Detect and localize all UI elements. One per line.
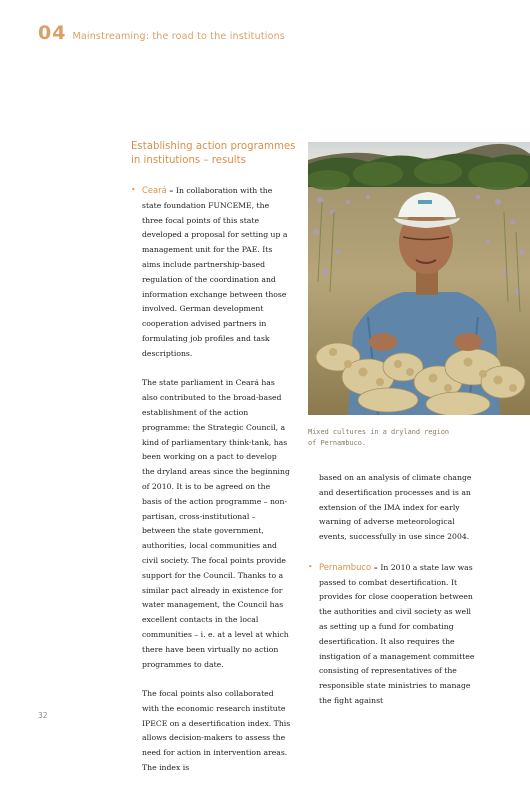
term-ceara: Ceará — [142, 185, 167, 195]
term-dash: – — [166, 186, 176, 195]
section-heading-line-1: Establishing action programmes — [131, 141, 296, 152]
left-text-column — [131, 183, 291, 791]
paragraph-text: In collaboration with the state foundation FUNCEME, the three focal points of this state developed a proposal for setting up a management unit for the PAE. Its aims include partnership-based regulation of the coordination and information exchange between those involved. German development cooperation advised partners in formulating job profiles and task descriptions. — [142, 186, 288, 358]
paragraph-pernambuco — [308, 560, 480, 709]
section-heading-line-2: in institutions – results — [131, 155, 246, 166]
paragraph-text: In 2010 a state law was passed to combat desertification. It provides for close cooperation between the authorities and civil society as well as setting up a fund for combating desertification. It also requires the instigation of a management committee consisting of representatives of the responsible state ministries to manage the fight against — [319, 562, 475, 705]
term-dash: – — [371, 562, 381, 572]
bullet-icon: • — [308, 561, 313, 571]
paragraph-index-continued: based on an analysis of climate change and desertification processes and is an extension of the IMA index for early warning of adverse meteorological events, successfully in use since 2004. — [319, 473, 472, 542]
chapter-title: Mainstreaming: the road to the institutions — [72, 31, 285, 42]
section-heading — [131, 140, 301, 168]
photo-caption — [308, 427, 508, 449]
paragraph-ceara — [131, 183, 291, 362]
photo-farmer-peanuts — [308, 142, 530, 415]
paragraph-ipece: The focal points also collaborated with the economic research institute IPECE on a desertification index. This allows decision-makers to assess the need for action in intervention areas. The index is — [142, 689, 291, 773]
caption-line-2: of Pernambuco. — [308, 439, 367, 447]
paragraph-parliament: The state parliament in Ceará has also contributed to the broad-based establishment of the action programme: the Strategic Council, a kind of parliamentary think-tank, has been working on a pact to develop the dryland areas since the beginning of 2010. It is to be agreed on the basis of the action programme – non-partisan, cross-institutional – between the state government, authorities, local communities and civil society. The focal points provide support for the Council. Thanks to a similar pact already in existence for water management, the Council has excellent contacts in the local communities – i. e. at a level at which there have been virtually no action programmes to date. — [142, 378, 290, 669]
chapter-header — [38, 22, 285, 44]
right-text-column — [308, 471, 480, 724]
chapter-number: 04 — [38, 22, 67, 44]
caption-line-1: Mixed cultures in a dryland region — [308, 428, 450, 436]
page-number: 32 — [38, 711, 48, 720]
term-pernambuco: Pernambuco — [319, 561, 372, 572]
bullet-icon: • — [131, 185, 136, 194]
